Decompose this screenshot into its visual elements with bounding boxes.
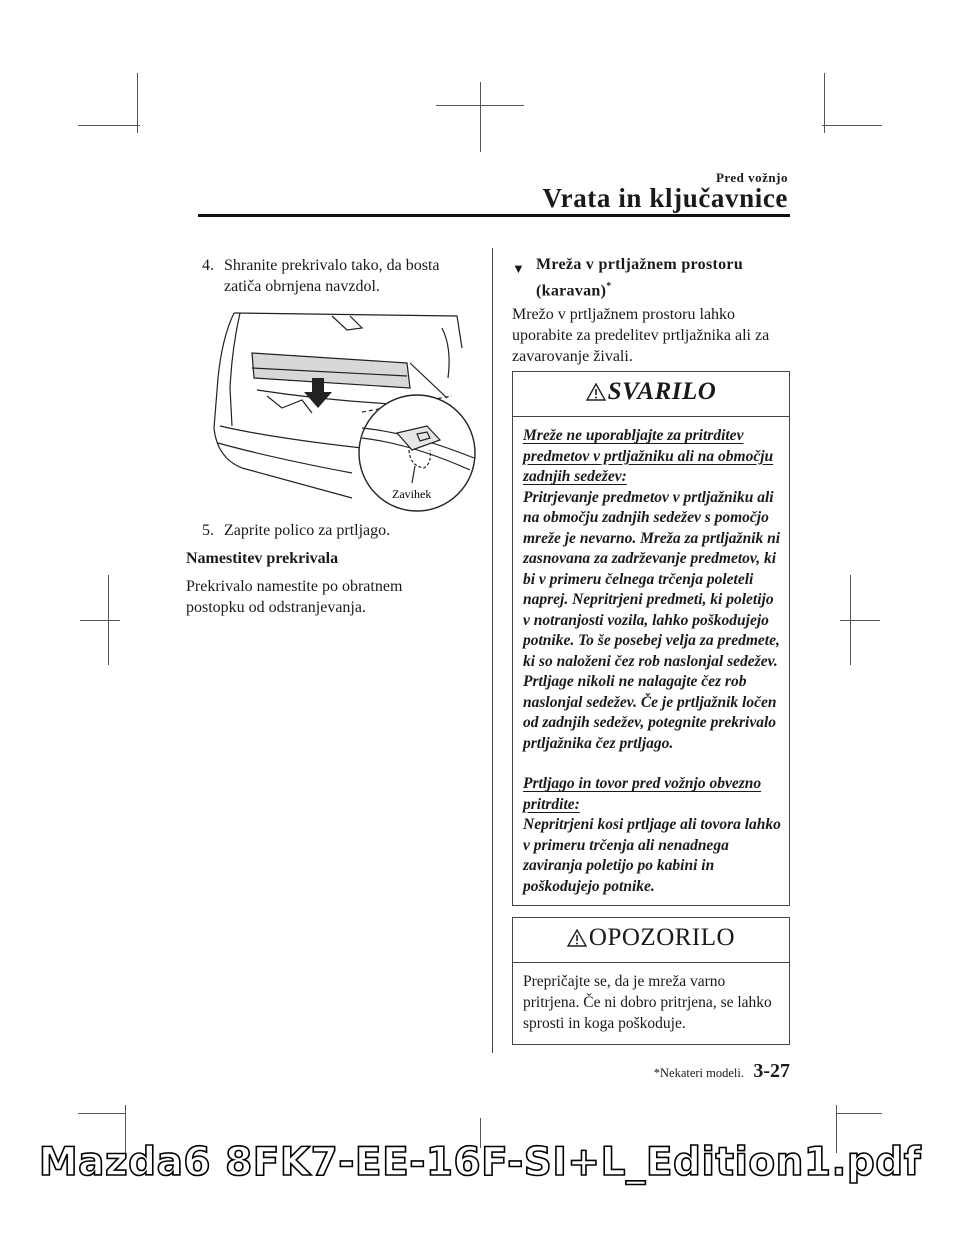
car-trunk-drawing [212, 308, 482, 513]
step-5 [202, 520, 472, 541]
subheading: Namestitev prekrivala [186, 550, 339, 567]
tab-label: Zavihek [392, 487, 432, 501]
intro-paragraph: Mrežo v prtljažnem prostoru lahko uporabite za predelitev prtljažnika ali za zavarovanje živali. [512, 306, 770, 365]
step-number: 5. [202, 522, 214, 539]
warning-triangle-icon [567, 929, 587, 947]
warning-header [513, 372, 789, 417]
warning-lead: Prtljago in tovor pred vožnjo obvezno pritrdite: [523, 775, 762, 813]
step-number: 4. [202, 257, 214, 274]
caution-box [512, 917, 790, 1045]
warning-triangle-icon [586, 383, 606, 401]
document-filename: Mazda6 8FK7-EE-16F-SI+L_Edition1.pdf [38, 1140, 922, 1185]
warning-text: Pritrjevanje predmetov v prtljažniku ali na območju zadnjih sedežev s pomočjo mreže je nevarno. Mreža za prtljažnik ni zasnovana za zadrževanje predmetov, ki bi v primeru čelnega trčenja poleteli naprej. Nepritrjeni predmeti, ki poletijo v notranjosti vozila, lahko poškodujejo potnike. To še posebej velja za predmete, ki so naloženi čez rob naslonjal sedežev. Prtljage nikoli ne nalagajte čez rob naslonjal sedežev. Če je prtljažnik ločen od zadnjih sedežev, potegnite prekrivalo prtljažnika čez prtljago. [523, 488, 781, 752]
body-paragraph: Prekrivalo namestite po obratnem postopku od odstranjevanja. [186, 578, 403, 616]
crop-mark [80, 620, 120, 621]
crop-mark [822, 125, 882, 126]
footnote-asterisk: * [606, 281, 612, 292]
caution-header [513, 918, 789, 963]
crop-mark [78, 1113, 126, 1114]
crop-mark [824, 73, 825, 133]
step-4 [202, 255, 472, 297]
crop-mark [840, 620, 880, 621]
step-text: Zaprite polico za prtljago. [224, 522, 391, 539]
crop-mark [78, 125, 140, 126]
warning-text: Nepritrjeni kosi prtljage ali tovora lahko v primeru trčenja ali nenadnega zaviranja poletijo po kabini in poškodujejo potnike. [523, 816, 781, 895]
step-text: Shranite prekrivalo tako, da bosta zatiča obrnjena navzdol. [224, 257, 440, 295]
section-title: Vrata in ključavnice [542, 183, 788, 213]
warning-title: SVARILO [607, 378, 717, 405]
crop-mark [480, 82, 481, 152]
column-divider [492, 248, 493, 1053]
section-heading [512, 254, 792, 302]
crop-mark [836, 1113, 882, 1114]
caution-text: Prepričajte se, da je mreža varno pritrjena. Če ni dobro pritrjena, se lahko sprosti in koga poškoduje. [523, 973, 772, 1032]
cargo-cover-illustration [212, 308, 482, 513]
header-rule [198, 214, 790, 217]
page-number: 3-27 [753, 1060, 790, 1082]
heading-text: Mreža v prtljažnem prostoru (karavan) [536, 256, 744, 300]
footnote: *Nekateri modeli. [653, 1066, 744, 1080]
crop-mark [137, 73, 138, 133]
triangle-marker-icon: ▼ [512, 261, 525, 276]
warning-lead: Mreže ne uporabljajte za pritrditev predmetov v prtljažniku ali na območju zadnjih sedežev: [523, 427, 774, 485]
section-label: Pred vožnjo [715, 170, 788, 185]
crop-mark [436, 105, 524, 106]
caution-title: OPOZORILO [588, 924, 736, 951]
warning-box [512, 371, 790, 906]
